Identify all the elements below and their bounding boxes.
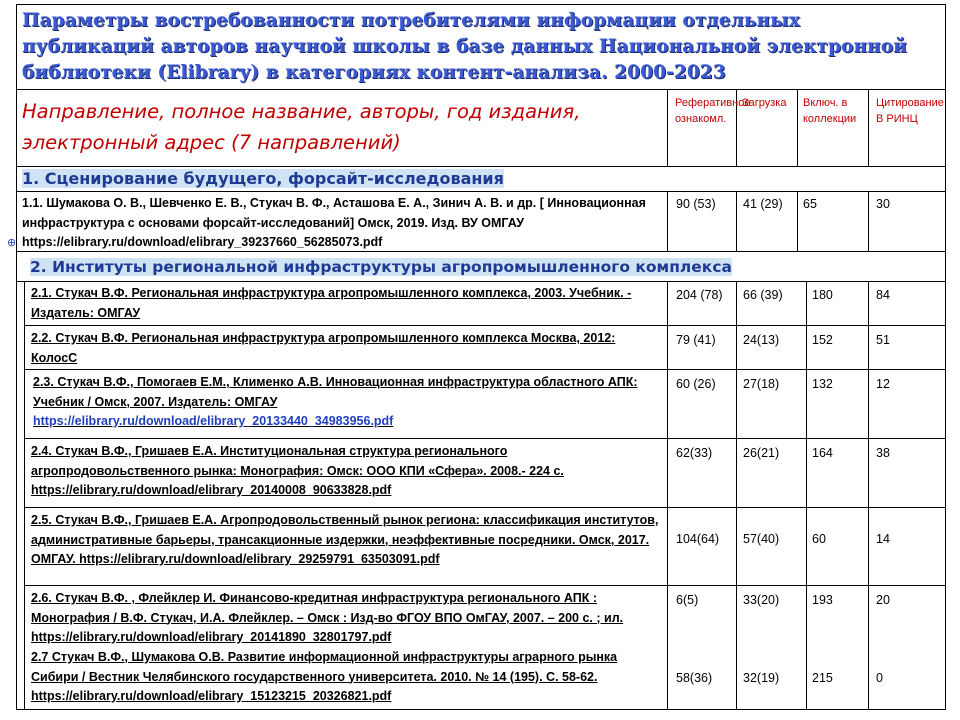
row-divider bbox=[24, 585, 946, 586]
column-divider bbox=[667, 89, 668, 166]
publication-text: 2.5. Стукач В.Ф., Гришаев Е.А. Агропродовольственный рынок региона: классификация институтов, административные барьеры, трансакционные издержки, неэффективные посредники. Омск, 2017. ОМГАУ. bbox=[31, 513, 659, 566]
table-title: Параметры востребованности потребителями информации отдельных публикаций авторов научной школы в базе данных Национальной электронной библиотеки (Elibrary) в категориях контент-анализа. 2000-2023 bbox=[22, 10, 908, 83]
load-count: 57(40) bbox=[743, 532, 780, 546]
publication-link[interactable]: https://elibrary.ru/download/elibrary_20141890_32801797.pdf bbox=[31, 630, 392, 644]
citation-count: 38 bbox=[876, 446, 890, 460]
citation-count: 14 bbox=[876, 532, 890, 546]
collection-count: 65 bbox=[803, 197, 817, 211]
publication-link[interactable]: https://elibrary.ru/download/elibrary_15123215_20326821.pdf bbox=[31, 689, 392, 703]
collection-count: 215 bbox=[812, 671, 833, 685]
referative-count: 79 (41) bbox=[676, 333, 716, 347]
referative-count: 90 (53) bbox=[676, 197, 716, 211]
column-divider bbox=[797, 89, 798, 166]
publication-entry bbox=[31, 589, 661, 648]
publication-entry bbox=[31, 511, 663, 570]
collection-count: 193 bbox=[812, 593, 833, 607]
collection-count: 152 bbox=[812, 333, 833, 347]
load-count: 24(13) bbox=[743, 333, 780, 347]
column-divider bbox=[736, 281, 737, 710]
row-divider bbox=[16, 191, 946, 192]
publication-text: 2.7 Стукач В.Ф., Шумакова О.В. Развитие информационной инфраструктуры аграрного рынка Сибири / Вестник Челябинского государственного университета. 2010. № 14 (195). С. 58-62. bbox=[31, 650, 618, 684]
publication-entry bbox=[31, 648, 661, 707]
citation-count: 20 bbox=[876, 593, 890, 607]
header-col-loads: Загрузка bbox=[742, 97, 787, 109]
row-divider bbox=[24, 325, 946, 326]
row-divider bbox=[16, 166, 946, 167]
publication-entry bbox=[31, 329, 661, 368]
collection-count: 164 bbox=[812, 446, 833, 460]
citation-count: 30 bbox=[876, 197, 890, 211]
referative-count: 6(5) bbox=[676, 593, 699, 607]
column-divider bbox=[667, 281, 668, 710]
row-divider bbox=[24, 438, 946, 439]
column-divider bbox=[797, 191, 798, 251]
header-col-referative: Реферативное ознакомл. bbox=[675, 97, 751, 125]
publication-text: 2.1. Стукач В.Ф. Региональная инфраструктура агропромышленного комплекса, 2003. Учебник. - Издатель: ОМГАУ bbox=[31, 286, 632, 320]
header-col-citations: Цитирование В РИНЦ bbox=[876, 97, 944, 125]
publication-link[interactable]: https://elibrary.ru/download/elibrary_20133440_34983956.pdf bbox=[33, 414, 394, 428]
load-count: 26(21) bbox=[743, 446, 780, 460]
referative-count: 62(33) bbox=[676, 446, 713, 460]
load-count: 41 (29) bbox=[743, 197, 783, 211]
referative-count: 204 (78) bbox=[676, 288, 723, 302]
load-count: 66 (39) bbox=[743, 288, 783, 302]
citation-count: 51 bbox=[876, 333, 890, 347]
column-divider bbox=[868, 89, 869, 166]
column-divider bbox=[868, 281, 869, 710]
row-divider bbox=[24, 507, 946, 508]
header-direction-label: Направление, полное название, авторы, год издания, электронный адрес (7 направлений) bbox=[22, 100, 581, 154]
column-divider bbox=[24, 281, 25, 710]
citation-count: 0 bbox=[876, 671, 883, 685]
publication-link[interactable]: https://elibrary.ru/download/elibrary_29259791_63503091.pdf bbox=[79, 552, 440, 566]
publication-text: 2.2. Стукач В.Ф. Региональная инфраструктура агропромышленного комплекса Москва, 2012: КолосС bbox=[31, 331, 616, 365]
column-divider bbox=[736, 191, 737, 251]
publication-link[interactable]: https://elibrary.ru/download/elibrary_39237660_56285073.pdf bbox=[22, 235, 383, 249]
publication-entry bbox=[31, 284, 661, 323]
publication-entry bbox=[22, 194, 662, 253]
publication-text: 2.3. Стукач В.Ф., Помогаев Е.М., Клименко А.В. Инновационная инфраструктура областного АПК: Учебник / Омск, 2007. Издатель: ОМГАУ bbox=[33, 375, 638, 409]
citation-count: 12 bbox=[876, 377, 890, 391]
publication-entry bbox=[33, 373, 663, 432]
referative-count: 60 (26) bbox=[676, 377, 716, 391]
collection-count: 132 bbox=[812, 377, 833, 391]
referative-count: 58(36) bbox=[676, 671, 713, 685]
section-heading-1: 1. Сценирование будущего, форсайт-исследования bbox=[22, 169, 504, 188]
row-divider bbox=[24, 369, 946, 370]
section-heading-2: 2. Институты региональной инфраструктуры агропромышленного комплекса bbox=[30, 258, 732, 276]
publication-link[interactable]: https://elibrary.ru/download/elibrary_20140008_90633828.pdf bbox=[31, 483, 392, 497]
publication-text: 1.1. Шумакова О. В., Шевченко Е. В., Стукач В. Ф., Асташова Е. А., Зинич А. В. и др. [ Инновационная инфраструктура с основами форсайт-исследований] Омск, 2019. Изд. ВУ ОМГАУ bbox=[22, 196, 646, 230]
load-count: 27(18) bbox=[743, 377, 780, 391]
row-divider bbox=[16, 89, 946, 90]
collection-count: 180 bbox=[812, 288, 833, 302]
publication-text: 2.6. Стукач В.Ф. , Флейклер И. Финансово-кредитная инфраструктура регионального АПК : Монография / В.Ф. Стукач, И.А. Флейклер. – Омск : Изд-во ФГОУ ВПО ОмГАУ, 2007. – 200 с. ; ил. bbox=[31, 591, 624, 625]
column-divider bbox=[868, 191, 869, 251]
header-col-collections: Включ. в коллекции bbox=[803, 97, 857, 125]
publication-entry bbox=[31, 442, 661, 501]
referative-count: 104(64) bbox=[676, 532, 720, 546]
citation-count: 84 bbox=[876, 288, 890, 302]
column-divider bbox=[667, 191, 668, 251]
column-divider bbox=[806, 281, 807, 710]
load-count: 33(20) bbox=[743, 593, 780, 607]
load-count: 32(19) bbox=[743, 671, 780, 685]
collection-count: 60 bbox=[812, 532, 826, 546]
publication-text: 2.4. Стукач В.Ф., Гришаев Е.А. Институциональная структура регионального агропродовольственного рынка: Монография: Омск: ООО КПИ «Сфера». 2008.- 224 с. bbox=[31, 444, 564, 478]
table-move-handle-icon[interactable]: ⊕ bbox=[7, 237, 17, 249]
